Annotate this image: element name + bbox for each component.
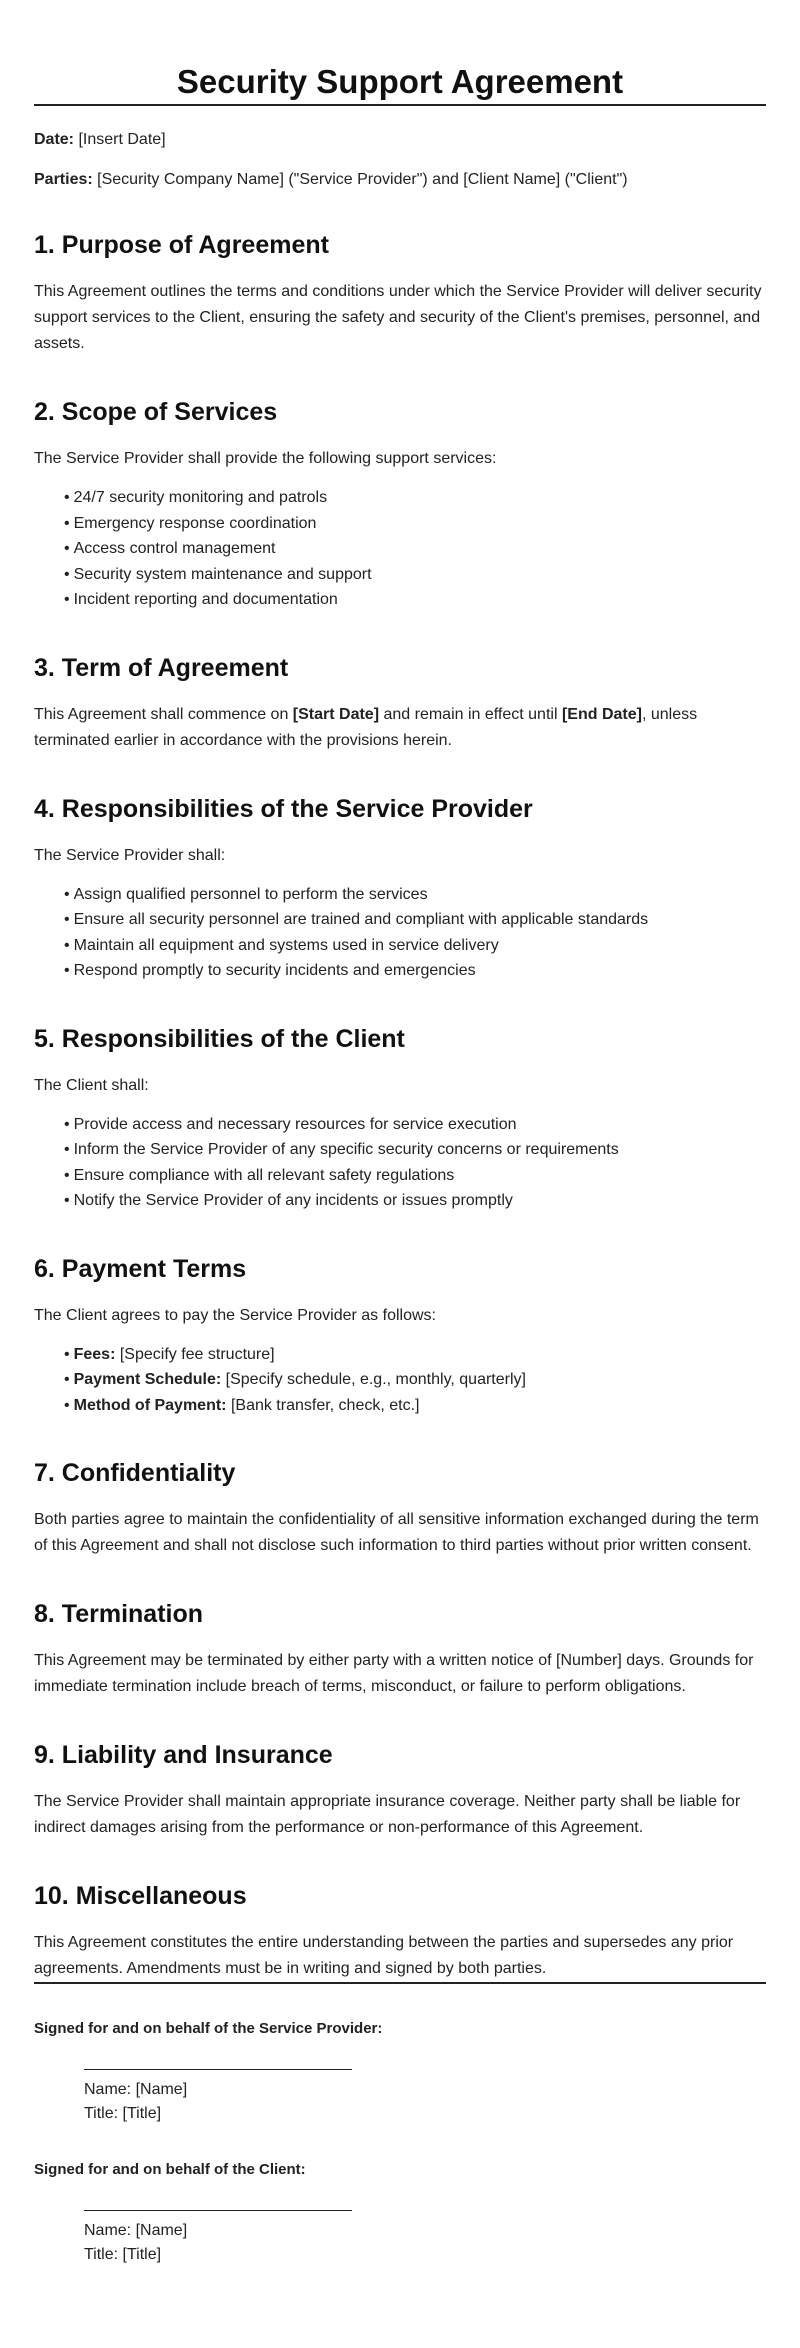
payment-schedule-value: [Specify schedule, e.g., monthly, quarterly]	[221, 1371, 526, 1388]
provider-responsibilities-list	[34, 882, 766, 984]
bullet-icon: •	[64, 1166, 70, 1184]
section-heading-miscellaneous: 10. Miscellaneous	[34, 1882, 247, 1910]
section-heading-term: 3. Term of Agreement	[34, 653, 289, 682]
list-item	[64, 485, 766, 511]
section-heading-termination: 8. Termination	[34, 1600, 204, 1628]
provider-signature-line	[84, 2069, 352, 2070]
term-start-date: [Start Date]	[292, 705, 380, 723]
list-item-text: Inform the Service Provider of any specific security concerns or requirements	[73, 1141, 619, 1158]
provider-signature-heading: Signed for and on behalf of the Service Provider:	[34, 2020, 383, 2037]
section-text-miscellaneous: This Agreement constitutes the entire understanding between the parties and supersedes any prior agreements. Amendments must be in writing and signed by both parties.	[34, 1934, 734, 1977]
scope-list	[34, 485, 766, 613]
list-item-text: 24/7 security monitoring and patrols	[73, 489, 328, 506]
section-text-liability: The Service Provider shall maintain appropriate insurance coverage. Neither party shall be liable for indirect damages arising from the performance or non-performance of this Agreement.	[34, 1793, 741, 1836]
section-heading-payment: 6. Payment Terms	[34, 1254, 247, 1283]
list-item	[64, 587, 766, 613]
payment-schedule-label: Payment Schedule:	[73, 1371, 222, 1388]
list-item	[64, 907, 766, 933]
payment-fees-label: Fees:	[73, 1345, 116, 1363]
section-heading-client-responsibilities: 5. Responsibilities of the Client	[34, 1024, 405, 1053]
term-text-a: This Agreement shall commence on	[34, 705, 293, 723]
list-item	[64, 958, 766, 984]
date-label: Date:	[34, 131, 75, 148]
bullet-icon: •	[64, 1141, 70, 1158]
date-value: [Insert Date]	[74, 131, 166, 148]
bullet-icon: •	[64, 962, 70, 979]
bullet-icon: •	[64, 1115, 70, 1133]
list-item-text: Ensure all security personnel are trained and compliant with applicable standards	[73, 911, 649, 928]
bullet-icon: •	[64, 591, 70, 608]
list-item-text: Security system maintenance and support	[73, 565, 372, 583]
list-item-text: Notify the Service Provider of any incidents or issues promptly	[73, 1192, 513, 1209]
list-item	[64, 933, 766, 959]
document-title: Security Support Agreement	[176, 63, 624, 100]
payment-method-label: Method of Payment:	[73, 1396, 227, 1414]
client-name-field: Name: [Name]	[84, 2222, 188, 2239]
list-item-text: Provide access and necessary resources for service execution	[73, 1115, 517, 1133]
list-item-text: Maintain all equipment and systems used in service delivery	[73, 936, 499, 954]
list-item	[64, 1393, 766, 1419]
client-responsibilities-list	[34, 1112, 766, 1214]
signature-divider	[34, 1982, 766, 1984]
list-item-text: Incident reporting and documentation	[73, 591, 338, 608]
list-item	[64, 1342, 766, 1368]
list-item	[64, 1163, 766, 1189]
section-intro-provider-responsibilities: The Service Provider shall:	[34, 846, 226, 864]
client-signature-heading: Signed for and on behalf of the Client:	[34, 2161, 306, 2178]
bullet-icon: •	[64, 1345, 70, 1363]
payment-fees-value: [Specify fee structure]	[115, 1345, 275, 1363]
list-item-text: Ensure compliance with all relevant safety regulations	[73, 1166, 455, 1184]
section-text-termination: This Agreement may be terminated by either party with a written notice of [Number] days. Grounds for immediate termination include breach of terms, misconduct, or failure to perform obligations.	[34, 1652, 754, 1695]
title-divider	[34, 104, 766, 106]
bullet-icon: •	[64, 489, 70, 506]
list-item	[64, 511, 766, 537]
bullet-icon: •	[64, 565, 70, 583]
section-text-confidentiality: Both parties agree to maintain the confidentiality of all sensitive information exchanged during the term of this Agreement and shall not disclose such information to third parties without prior written consent.	[34, 1511, 759, 1554]
provider-title-field: Title: [Title]	[84, 2105, 162, 2122]
bullet-icon: •	[64, 911, 70, 928]
list-item-text: Respond promptly to security incidents and emergencies	[73, 962, 476, 979]
list-item	[64, 1112, 766, 1138]
parties-value: [Security Company Name] ("Service Provider") and [Client Name] ("Client")	[92, 171, 628, 188]
section-intro-client-responsibilities: The Client shall:	[34, 1076, 149, 1094]
payment-method-value: [Bank transfer, check, etc.]	[226, 1396, 420, 1414]
section-text-purpose: This Agreement outlines the terms and conditions under which the Service Provider will deliver security support services to the Client, ensuring the safety and security of the Client's premises, personnel, and assets.	[34, 283, 762, 352]
list-item	[64, 1367, 766, 1393]
client-signature-block	[84, 2210, 766, 2267]
bullet-icon: •	[64, 1396, 70, 1414]
parties-line	[34, 170, 766, 190]
bullet-icon: •	[64, 514, 70, 532]
section-intro-payment: The Client agrees to pay the Service Provider as follows:	[34, 1306, 436, 1324]
bullet-icon: •	[64, 885, 70, 903]
section-heading-confidentiality: 7. Confidentiality	[34, 1459, 236, 1487]
section-heading-provider-responsibilities: 4. Responsibilities of the Service Provider	[34, 794, 533, 823]
section-heading-purpose: 1. Purpose of Agreement	[34, 231, 329, 259]
section-intro-scope: The Service Provider shall provide the following support services:	[34, 450, 497, 467]
term-text-c: , unless terminated earlier in accordance with the provisions herein.	[34, 705, 698, 749]
list-item-text: Access control management	[73, 540, 276, 557]
section-heading-liability: 9. Liability and Insurance	[34, 1741, 333, 1769]
bullet-icon: •	[64, 540, 70, 557]
list-item	[64, 1137, 766, 1163]
provider-signature-block	[84, 2069, 766, 2126]
payment-terms-list	[34, 1342, 766, 1419]
term-end-date: [End Date]	[561, 705, 642, 723]
list-item	[64, 1188, 766, 1214]
term-text-b: and remain in effect until	[379, 705, 562, 723]
client-title-field: Title: [Title]	[84, 2246, 162, 2263]
section-heading-scope: 2. Scope of Services	[34, 398, 278, 426]
section-text-term	[34, 702, 766, 754]
date-line	[34, 130, 766, 150]
provider-name-field: Name: [Name]	[84, 2081, 188, 2098]
bullet-icon: •	[64, 1371, 70, 1388]
list-item-text: Assign qualified personnel to perform the services	[73, 885, 428, 903]
list-item	[64, 882, 766, 908]
parties-label: Parties:	[34, 171, 93, 188]
list-item	[64, 562, 766, 588]
bullet-icon: •	[64, 936, 70, 954]
bullet-icon: •	[64, 1192, 70, 1209]
client-signature-line	[84, 2210, 352, 2211]
list-item-text: Emergency response coordination	[73, 514, 317, 532]
list-item	[64, 536, 766, 562]
